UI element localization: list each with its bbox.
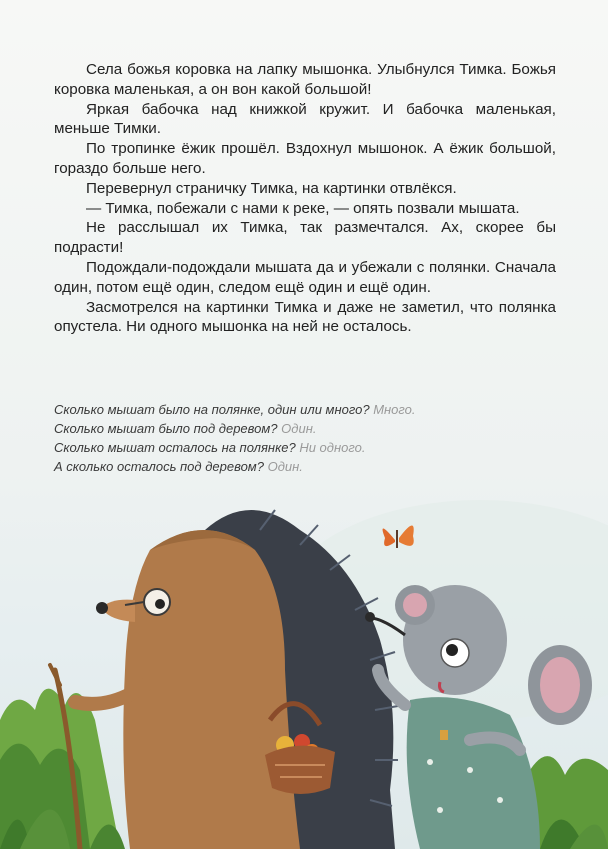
question-line	[54, 438, 534, 457]
question-text: Сколько мышат было на полянке, один или много?	[54, 402, 370, 417]
illustration	[0, 470, 608, 849]
answer-text: Один.	[267, 459, 303, 474]
answer-text: Много.	[373, 402, 416, 417]
paragraph: По тропинке ёжик прошёл. Вздохнул мышонок. А ёжик большой, гораздо больше него.	[54, 140, 556, 177]
paragraph: Перевернул страничку Тимка, на картинки отвлёкся.	[86, 179, 457, 197]
question-line	[54, 419, 534, 438]
question-line	[54, 400, 534, 419]
question-text: Сколько мышат было под деревом?	[54, 421, 278, 436]
questions-block	[54, 400, 534, 476]
question-text: Сколько мышат осталось на полянке?	[54, 440, 296, 455]
answer-text: Один.	[281, 421, 317, 436]
paragraph: Засмотрелся на картинки Тимка и даже не заметил, что полянка опустела. Ни одного мышонка на ней не осталось.	[54, 298, 556, 336]
paragraph: Яркая бабочка над книжкой кружит. И бабочка маленькая, меньше Тимки.	[54, 100, 556, 138]
paragraph: — Тимка, побежали с нами к реке, — опять позвали мышата.	[86, 199, 520, 217]
paragraph: Не расслышал их Тимка, так размечтался. Ах, скорее бы подрасти!	[54, 219, 556, 257]
question-text: А сколько осталось под деревом?	[54, 459, 264, 474]
answer-text: Ни одного.	[299, 440, 366, 455]
story-text	[54, 60, 556, 337]
paragraph: Подождали-подождали мышата да и убежали с полянки. Сначала один, потом ещё один, следом ещё один и ещё один.	[54, 258, 556, 296]
paragraph: Села божья коровка на лапку мышонка. Улыбнулся Тимка. Божья коровка маленькая, а он вон какой большой!	[54, 61, 556, 98]
hedgehog-nose	[96, 602, 108, 614]
